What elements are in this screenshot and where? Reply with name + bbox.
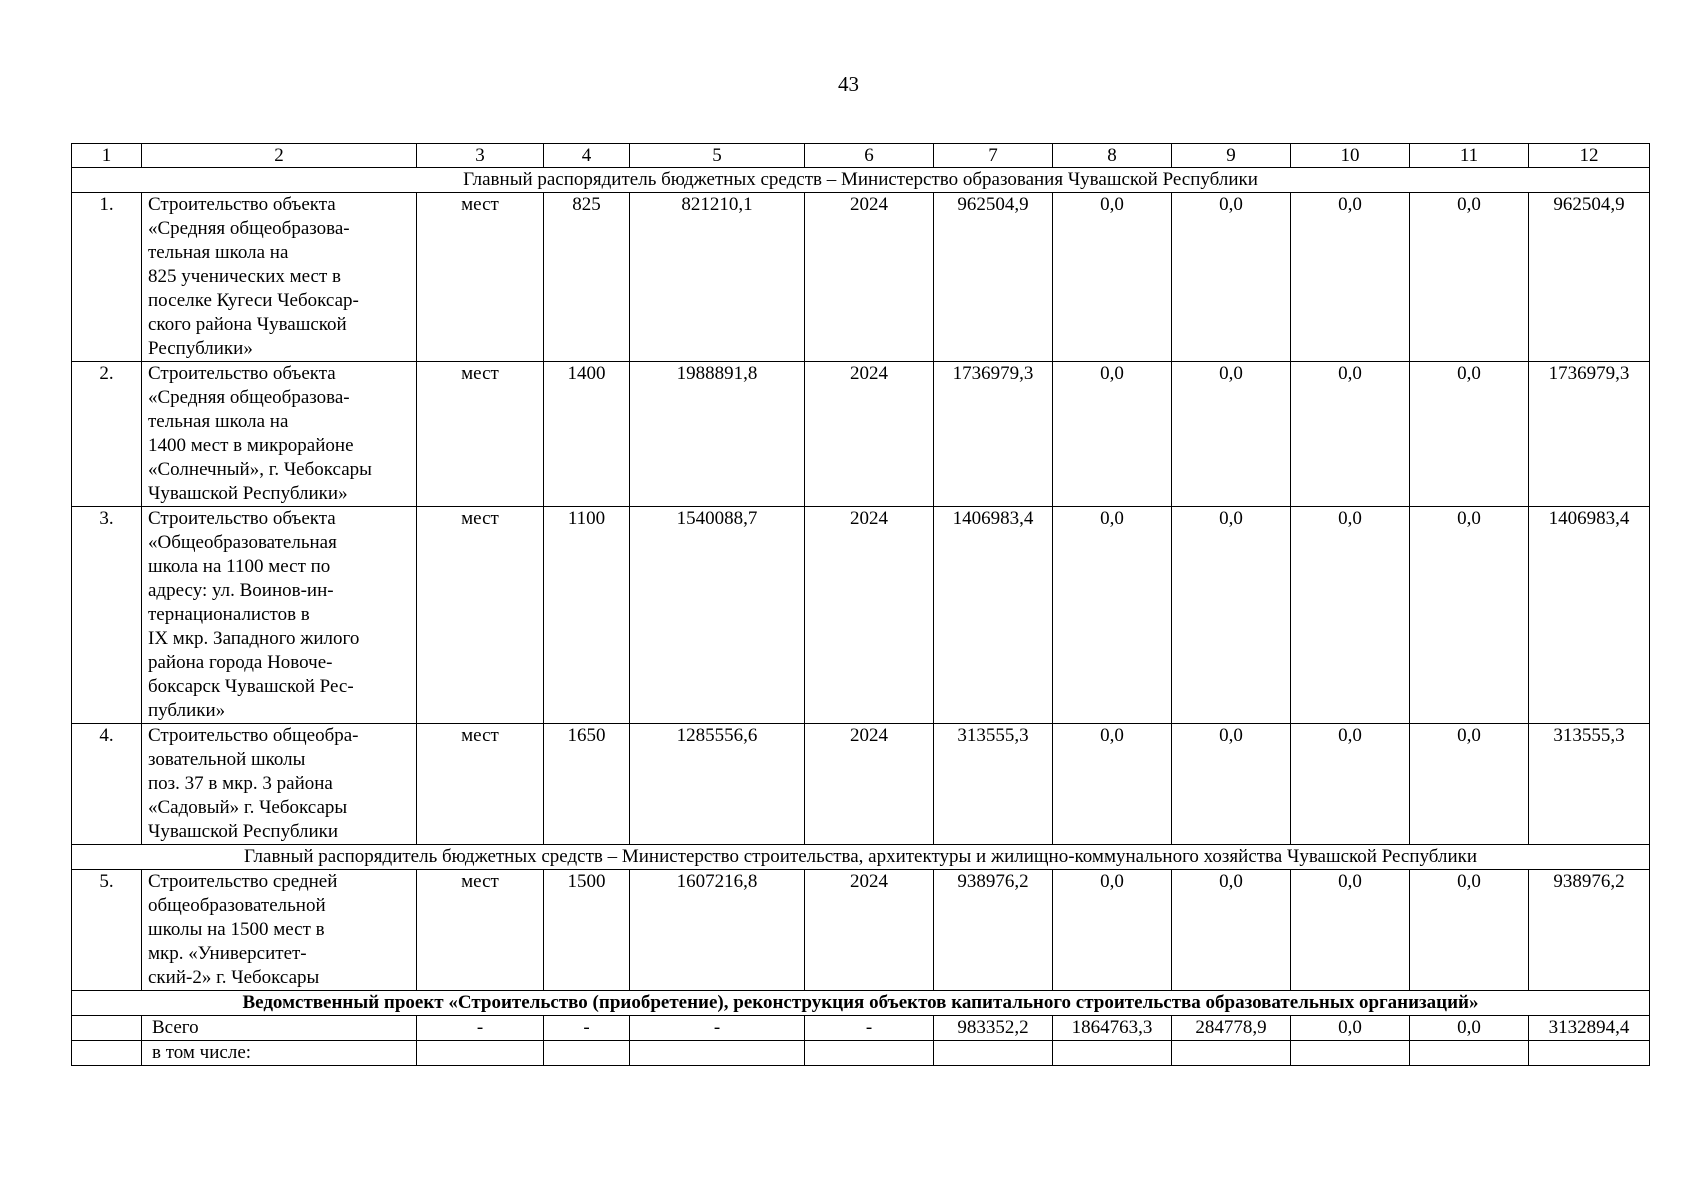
unit-cell: мест — [417, 362, 544, 507]
value-cell: 938976,2 — [1529, 870, 1650, 991]
section-row — [72, 845, 1650, 870]
capacity-cell: 1100 — [544, 507, 630, 724]
empty-cell — [1172, 1041, 1291, 1066]
total-cell: 0,0 — [1291, 1016, 1410, 1041]
column-number: 7 — [934, 144, 1053, 168]
table-row — [72, 362, 1650, 507]
row-number: 4. — [72, 724, 142, 845]
table-row — [72, 870, 1650, 991]
value-cell: 0,0 — [1410, 507, 1529, 724]
object-name-line: мкр. «Университет- — [148, 943, 307, 964]
total-row — [72, 1016, 1650, 1041]
object-name-line: 825 ученических мест в — [148, 266, 342, 287]
object-name-line: «Солнечный», г. Чебоксары — [148, 459, 372, 480]
budget-table — [71, 143, 1650, 1066]
value-cell: 1736979,3 — [1529, 362, 1650, 507]
unit-cell: мест — [417, 724, 544, 845]
cost-cell: 821210,1 — [630, 193, 805, 362]
object-name-line: IX мкр. Западного жилого — [148, 628, 360, 649]
year-cell: 2024 — [805, 362, 934, 507]
unit-cell: мест — [417, 193, 544, 362]
value-cell: 1736979,3 — [934, 362, 1053, 507]
value-cell: 313555,3 — [1529, 724, 1650, 845]
object-name-line: тельная школа на — [148, 242, 289, 263]
object-name-line: Республики» — [148, 338, 253, 359]
object-name-line: «Средняя общеобразова- — [148, 387, 350, 408]
object-name-line: Строительство объекта — [148, 194, 336, 215]
total-cell: 284778,9 — [1172, 1016, 1291, 1041]
page-number: 43 — [838, 72, 859, 96]
empty-cell — [934, 1041, 1053, 1066]
column-number: 9 — [1172, 144, 1291, 168]
column-number: 1 — [72, 144, 142, 168]
section-row — [72, 168, 1650, 193]
object-name-line: боксарск Чувашской Рес- — [148, 676, 354, 697]
table-row — [72, 507, 1650, 724]
section-title-education-ministry: Главный распорядитель бюджетных средств – Министерство образования Чувашской Республики — [72, 168, 1650, 193]
object-name-line: Чувашской Республики — [148, 821, 339, 842]
total-cell: - — [417, 1016, 544, 1041]
object-name-line: «Садовый» г. Чебоксары — [148, 797, 348, 818]
row-number: 3. — [72, 507, 142, 724]
capacity-cell: 825 — [544, 193, 630, 362]
column-number: 12 — [1529, 144, 1650, 168]
value-cell: 313555,3 — [934, 724, 1053, 845]
value-cell: 0,0 — [1053, 724, 1172, 845]
total-cell: 0,0 — [1410, 1016, 1529, 1041]
value-cell: 0,0 — [1291, 724, 1410, 845]
object-name — [142, 193, 417, 362]
column-number: 2 — [142, 144, 417, 168]
capacity-cell: 1400 — [544, 362, 630, 507]
object-name — [142, 507, 417, 724]
cost-cell: 1285556,6 — [630, 724, 805, 845]
object-name-line: Строительство средней — [148, 871, 338, 892]
value-cell: 0,0 — [1172, 724, 1291, 845]
object-name-line: ский-2» г. Чебоксары — [148, 967, 320, 988]
value-cell: 0,0 — [1291, 507, 1410, 724]
object-name-line: общеобразовательной — [148, 895, 326, 916]
empty-cell — [1410, 1041, 1529, 1066]
cost-cell: 1540088,7 — [630, 507, 805, 724]
object-name — [142, 870, 417, 991]
object-name-line: тельная школа на — [148, 411, 289, 432]
object-name-line: поселке Кугеси Чебоксар- — [148, 290, 359, 311]
empty-cell — [630, 1041, 805, 1066]
value-cell: 0,0 — [1053, 193, 1172, 362]
value-cell: 962504,9 — [934, 193, 1053, 362]
including-label: в том числе: — [142, 1041, 417, 1066]
column-number: 8 — [1053, 144, 1172, 168]
total-cell: 983352,2 — [934, 1016, 1053, 1041]
value-cell: 0,0 — [1410, 362, 1529, 507]
capacity-cell: 1650 — [544, 724, 630, 845]
empty-cell — [1291, 1041, 1410, 1066]
year-cell: 2024 — [805, 870, 934, 991]
object-name-line: зовательной школы — [148, 749, 306, 770]
column-number: 10 — [1291, 144, 1410, 168]
empty-cell — [72, 1016, 142, 1041]
total-cell: 3132894,4 — [1529, 1016, 1650, 1041]
column-number: 3 — [417, 144, 544, 168]
object-name-line: Строительство объекта — [148, 508, 336, 529]
value-cell: 938976,2 — [934, 870, 1053, 991]
cost-cell: 1988891,8 — [630, 362, 805, 507]
value-cell: 0,0 — [1172, 193, 1291, 362]
object-name — [142, 362, 417, 507]
cost-cell: 1607216,8 — [630, 870, 805, 991]
value-cell: 0,0 — [1172, 507, 1291, 724]
year-cell: 2024 — [805, 193, 934, 362]
empty-cell — [805, 1041, 934, 1066]
object-name-line: «Общеобразовательная — [148, 532, 337, 553]
value-cell: 0,0 — [1410, 193, 1529, 362]
project-title: Ведомственный проект «Строительство (приобретение), реконструкция объектов капитального строительства образовательных организаций» — [72, 991, 1650, 1016]
table-row — [72, 724, 1650, 845]
object-name-line: Чувашской Республики» — [148, 483, 348, 504]
value-cell: 1406983,4 — [1529, 507, 1650, 724]
object-name-line: поз. 37 в мкр. 3 района — [148, 773, 333, 794]
table-row — [72, 193, 1650, 362]
total-cell: - — [630, 1016, 805, 1041]
object-name-line: адресу: ул. Воинов-ин- — [148, 580, 334, 601]
object-name-line: 1400 мест в микрорайоне — [148, 435, 354, 456]
column-number: 6 — [805, 144, 934, 168]
empty-cell — [417, 1041, 544, 1066]
row-number: 5. — [72, 870, 142, 991]
value-cell: 0,0 — [1291, 362, 1410, 507]
value-cell: 0,0 — [1410, 724, 1529, 845]
object-name-line: района города Новоче- — [148, 652, 333, 673]
value-cell: 0,0 — [1053, 362, 1172, 507]
value-cell: 0,0 — [1172, 870, 1291, 991]
object-name-line: «Средняя общеобразова- — [148, 218, 350, 239]
year-cell: 2024 — [805, 724, 934, 845]
object-name-line: школы на 1500 мест в — [148, 919, 325, 940]
empty-cell — [72, 1041, 142, 1066]
object-name-line: ского района Чувашской — [148, 314, 347, 335]
year-cell: 2024 — [805, 507, 934, 724]
column-number: 5 — [630, 144, 805, 168]
object-name-line: школа на 1100 мест по — [148, 556, 331, 577]
project-row — [72, 991, 1650, 1016]
value-cell: 0,0 — [1053, 507, 1172, 724]
row-number: 2. — [72, 362, 142, 507]
empty-cell — [1053, 1041, 1172, 1066]
value-cell: 1406983,4 — [934, 507, 1053, 724]
value-cell: 0,0 — [1291, 870, 1410, 991]
value-cell: 0,0 — [1053, 870, 1172, 991]
unit-cell: мест — [417, 507, 544, 724]
column-number: 11 — [1410, 144, 1529, 168]
row-number: 1. — [72, 193, 142, 362]
column-number-row — [72, 144, 1650, 168]
object-name-line: Строительство объекта — [148, 363, 336, 384]
object-name-line: тернационалистов в — [148, 604, 310, 625]
empty-cell — [1529, 1041, 1650, 1066]
object-name — [142, 724, 417, 845]
including-row — [72, 1041, 1650, 1066]
total-cell: - — [544, 1016, 630, 1041]
value-cell: 0,0 — [1172, 362, 1291, 507]
value-cell: 0,0 — [1410, 870, 1529, 991]
total-cell: 1864763,3 — [1053, 1016, 1172, 1041]
capacity-cell: 1500 — [544, 870, 630, 991]
value-cell: 0,0 — [1291, 193, 1410, 362]
value-cell: 962504,9 — [1529, 193, 1650, 362]
empty-cell — [544, 1041, 630, 1066]
section-title-construction-ministry: Главный распорядитель бюджетных средств – Министерство строительства, архитектуры и жилищно-коммунального хозяйства Чувашской Республики — [72, 845, 1650, 870]
total-cell: - — [805, 1016, 934, 1041]
object-name-line: публики» — [148, 700, 226, 721]
column-number: 4 — [544, 144, 630, 168]
unit-cell: мест — [417, 870, 544, 991]
object-name-line: Строительство общеобра- — [148, 725, 359, 746]
total-label: Всего — [142, 1016, 417, 1041]
